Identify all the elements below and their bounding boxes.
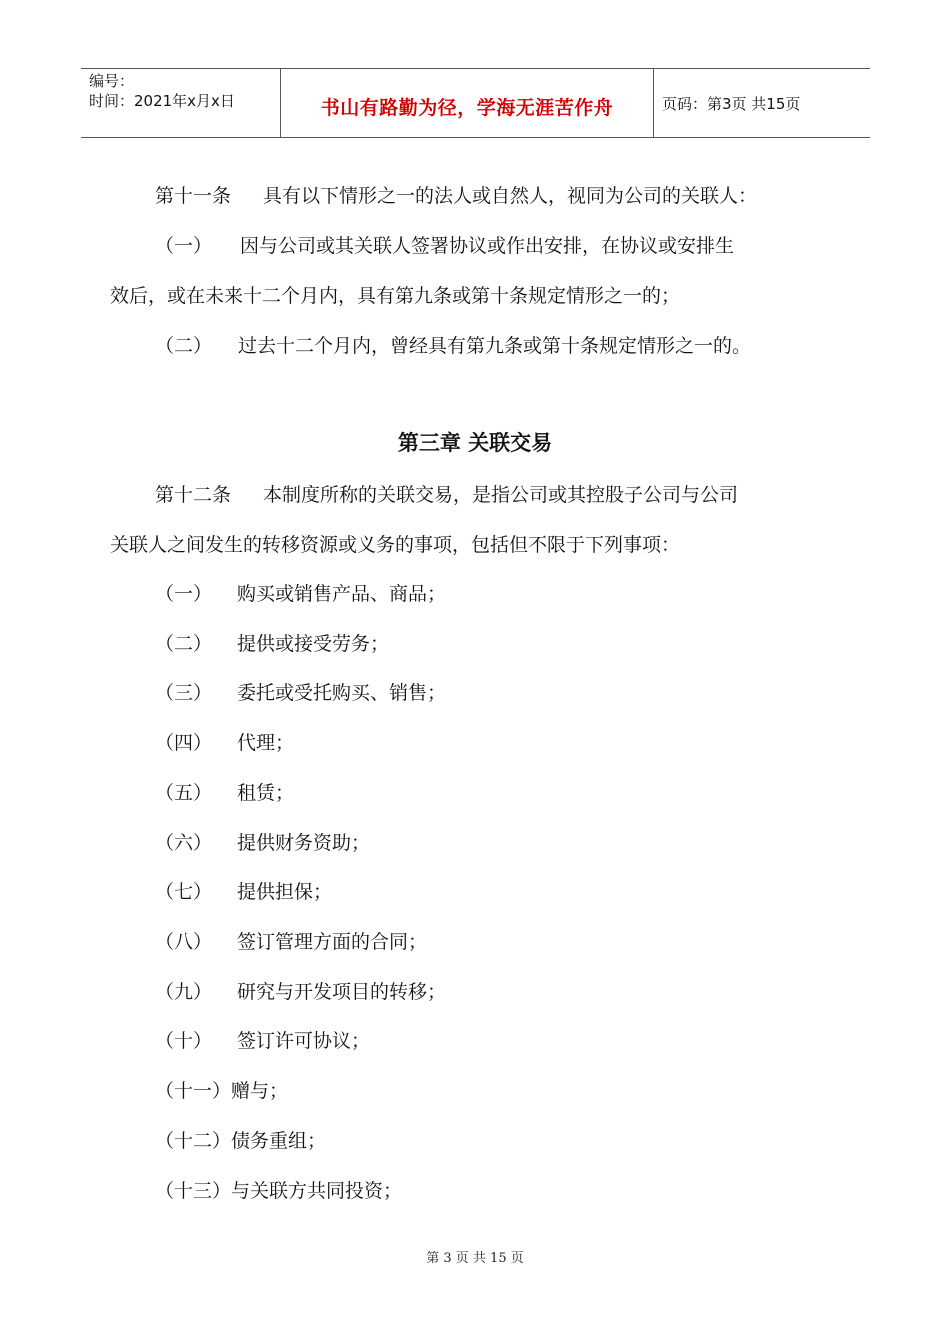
article-12-line bbox=[155, 480, 738, 507]
item-text: 租赁； bbox=[237, 782, 295, 804]
item-num: （二） bbox=[155, 633, 213, 655]
article-11-text: 具有以下情形之一的法人或自然人，视同为公司的关联人： bbox=[263, 185, 758, 207]
article-11-item-2-num: （二） bbox=[155, 335, 213, 357]
item-text: 债务重组； bbox=[231, 1130, 327, 1152]
list-item bbox=[155, 1176, 402, 1203]
item-text: 研究与开发项目的转移； bbox=[237, 981, 447, 1003]
item-text: 委托或受托购买、销售； bbox=[237, 682, 447, 704]
number-label: 编号： bbox=[89, 72, 135, 90]
item-num: （四） bbox=[155, 732, 213, 754]
page-header bbox=[81, 68, 870, 138]
item-text: 购买或销售产品、商品； bbox=[237, 583, 447, 605]
item-text: 与关联方共同投资； bbox=[231, 1180, 403, 1202]
list-item bbox=[155, 1026, 370, 1053]
list-item bbox=[155, 728, 294, 755]
article-12-title: 第十二条 bbox=[155, 484, 232, 506]
article-11-item-2-text: 过去十二个月内，曾经具有第九条或第十条规定情形之一的。 bbox=[238, 335, 752, 357]
item-num: （十） bbox=[155, 1030, 213, 1052]
list-item bbox=[155, 927, 427, 954]
chapter-3-heading: 第三章 关联交易 bbox=[397, 431, 553, 455]
article-11-item-1-line bbox=[155, 231, 734, 258]
time-label: 时间：2021年x月x日 bbox=[89, 92, 235, 110]
article-11-item-1-text-b: 效后，或在未来十二个月内，具有第九条或第十条规定情形之一的； bbox=[110, 285, 681, 307]
list-item bbox=[155, 778, 294, 805]
item-num: （三） bbox=[155, 682, 213, 704]
list-item bbox=[155, 1076, 288, 1103]
article-12-text-b: 关联人之间发生的转移资源或义务的事项，包括但不限于下列事项： bbox=[110, 534, 681, 556]
item-text: 提供或接受劳务； bbox=[237, 633, 390, 655]
header-meta bbox=[81, 69, 281, 137]
item-text: 赠与； bbox=[231, 1080, 289, 1102]
article-12-text-a: 本制度所称的关联交易，是指公司或其控股子公司与公司 bbox=[263, 484, 739, 506]
item-num: （五） bbox=[155, 782, 213, 804]
item-num: （九） bbox=[155, 981, 213, 1003]
item-num: （十二） bbox=[155, 1130, 232, 1152]
item-num: （六） bbox=[155, 832, 213, 854]
article-11-line bbox=[155, 181, 757, 208]
list-item bbox=[155, 1126, 326, 1153]
list-item bbox=[155, 629, 389, 656]
item-text: 签订许可协议； bbox=[237, 1030, 371, 1052]
page-footer: 第 3 页 共 15 页 bbox=[426, 1251, 524, 1266]
header-motto: 书山有路勤为径，学海无涯苦作舟 bbox=[281, 69, 654, 137]
list-item bbox=[155, 977, 446, 1004]
item-text: 签订管理方面的合同； bbox=[237, 931, 428, 953]
item-text: 提供担保； bbox=[237, 881, 333, 903]
list-item bbox=[155, 877, 332, 904]
item-num: （八） bbox=[155, 931, 213, 953]
item-num: （十一） bbox=[155, 1080, 232, 1102]
item-num: （十三） bbox=[155, 1180, 232, 1202]
article-11-item-1-text-a: 因与公司或其关联人签署协议或作出安排，在协议或安排生 bbox=[240, 235, 735, 257]
list-item bbox=[155, 579, 446, 606]
list-item bbox=[155, 678, 446, 705]
article-11-item-1-num: （一） bbox=[155, 235, 213, 257]
item-text: 代理； bbox=[237, 732, 295, 754]
item-num: （七） bbox=[155, 881, 213, 903]
item-text: 提供财务资助； bbox=[237, 832, 371, 854]
header-page-code: 页码：第3页 共15页 bbox=[662, 94, 801, 113]
list-item bbox=[155, 828, 370, 855]
article-11-title: 第十一条 bbox=[155, 185, 232, 207]
article-11-item-2-line bbox=[155, 331, 751, 358]
item-num: （一） bbox=[155, 583, 213, 605]
